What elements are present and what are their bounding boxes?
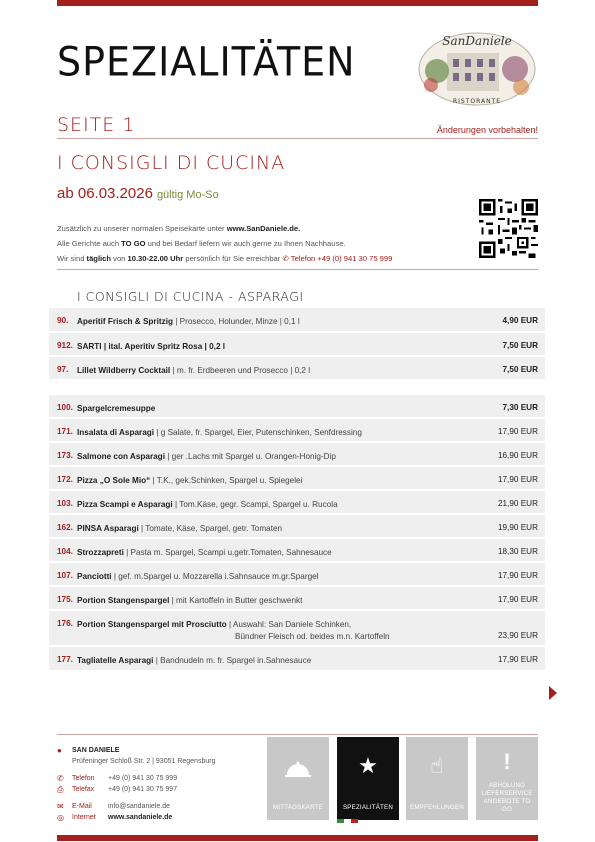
footer-email[interactable]: info@sandaniele.de: [108, 803, 170, 810]
change-notice: Änderungen vorbehalten!: [436, 125, 538, 135]
price: 4,90 EUR: [502, 316, 538, 325]
menu-section-title: I CONSIGLI DI CUCINA - ASPARAGI: [77, 289, 304, 304]
phone-icon: ✆: [282, 254, 289, 263]
menu-item[interactable]: 172. Pizza „O Sole Mio“ | T.K., gek.Schinken, Spargel u. Spiegelei 17,90 EUR: [49, 467, 545, 491]
menu-item[interactable]: 90. Aperitif Frisch & Spritzig | Prosecco, Holunder, Minze | 0,1 l 4,90 EUR: [49, 308, 545, 333]
email-icon: ✉: [57, 802, 64, 811]
star-icon: ★: [358, 753, 378, 778]
menu-item[interactable]: 176. Portion Stangenspargel mit Prosciutto | Auswahl: San Daniele Schinken, Bündner Fleisch od. beides m.n. Kartoffeln 23,90 EUR: [49, 611, 545, 647]
price: 16,90 EUR: [497, 451, 538, 460]
menu-item[interactable]: 107. Panciotti | gef. m.Spargel u. Mozzarella i.Sahnsauce m.gr.Spargel 17,90 EUR: [49, 563, 545, 587]
phone-icon: ✆: [57, 774, 64, 783]
price: 17,90 EUR: [497, 655, 538, 664]
price: 17,90 EUR: [497, 571, 538, 580]
restaurant-name: SAN DANIELE: [72, 747, 120, 754]
divider: [57, 138, 538, 139]
top-bar: [57, 0, 538, 6]
menu-item[interactable]: 103. Pizza Scampi e Asparagi | Tom.Käse, gegr. Scampi, Spargel u. Rucola 21,90 EUR: [49, 491, 545, 515]
footer-fax: +49 (0) 941 30 75 997: [108, 786, 178, 793]
tile-empfehlungen[interactable]: ☝ EMPFEHLUNGEN: [406, 737, 468, 820]
menu-item[interactable]: 912. SARTI | ital. Aperitiv Spritz Rosa | 0,2 l 7,50 EUR: [49, 333, 545, 357]
footer-phone[interactable]: +49 (0) 941 30 75 999: [108, 775, 178, 782]
menu-item[interactable]: 97. Lillet Wildberry Cocktail | m. fr. Erdbeeren und Prosecco | 0,2 l 7,50 EUR: [49, 357, 545, 381]
date-text: ab 06.03.2026: [57, 185, 153, 202]
price: 18,30 EUR: [497, 547, 538, 556]
intro-text: Zusätzlich zu unserer normalen Speisekarte unter www.SanDaniele.de. Alle Gerichte auch TO GO und bei Bedarf liefern wir auch gerne zu Ihnen Nachhause. Wir sind täglich von 10.30-22.00 Uhr persönlich für Sie erreichbar ✆ Telefon +49 (0) 941 30 75 999: [57, 224, 393, 263]
price: 7,30 EUR: [502, 403, 538, 412]
menu-item[interactable]: 171. Insalata di Asparagi | g Salate, fr. Spargel, Eier, Putenschinken, Senfdressing 17,90 EUR: [49, 419, 545, 443]
address: Prüfeninger Schloß Str. 2 | 93051 Regensburg: [72, 758, 216, 765]
menu-item[interactable]: 162. PINSA Asparagi | Tomate, Käse, Spargel, getr. Tomaten 19,90 EUR: [49, 515, 545, 539]
qr-code[interactable]: [479, 199, 538, 258]
price: 7,50 EUR: [502, 341, 538, 350]
thumbs-up-icon: ☝: [430, 753, 444, 778]
globe-icon: ◎: [57, 813, 64, 822]
bottom-bar: [57, 835, 538, 841]
price: 21,90 EUR: [497, 499, 538, 508]
footer-web[interactable]: www.sandaniele.de: [108, 814, 173, 821]
dishes-table: [49, 395, 545, 672]
menu-item[interactable]: 100. Spargelcremesuppe 7,30 EUR: [49, 395, 545, 419]
section-heading: I CONSIGLI DI CUCINA: [57, 152, 286, 174]
price: 17,90 EUR: [497, 475, 538, 484]
footer-divider: [57, 734, 538, 735]
next-page-arrow-icon[interactable]: [549, 686, 557, 700]
menu-item[interactable]: 175. Portion Stangenspargel | mit Kartoffeln in Butter geschwenkt 17,90 EUR: [49, 587, 545, 611]
tile-spezialitaeten[interactable]: ★ SPEZIALITÄTEN: [337, 737, 399, 820]
page-title: SPEZIALITÄTEN: [57, 38, 356, 86]
tile-mittagskarte[interactable]: MITTAGSKARTE: [267, 737, 329, 820]
footer-contact: ● SAN DANIELE Prüfeninger Schloß Str. 2 | 93051 Regensburg ✆ Telefon +49 (0) 941 30 75 999 ⎙ Telefax +49 (0) 941 30 75 997 ✉ E-Mail info@sandaniele.de ◎ Internet www.sandaniele.de: [57, 746, 216, 822]
logo-subtext: RISTORANTE: [452, 98, 502, 105]
fax-icon: ⎙: [57, 785, 64, 794]
valid-days: gültig Mo-So: [156, 189, 219, 201]
italian-flag: [337, 819, 358, 823]
price: 23,90 EUR: [497, 631, 538, 640]
restaurant-logo[interactable]: [417, 29, 538, 107]
tile-abholung[interactable]: ! ABHOLUNG LIEFERSERVICE ANGEBOTE TO GO: [476, 737, 538, 820]
logo-text: SanDaniele: [442, 34, 512, 48]
menu-item[interactable]: 104. Strozzapreti | Pasta m. Spargel, Scampi u.getr.Tomaten, Sahnesauce 18,30 EUR: [49, 539, 545, 563]
price: 7,50 EUR: [502, 365, 538, 374]
website-link[interactable]: www.SanDaniele.de.: [226, 224, 301, 233]
valid-date: [57, 185, 219, 202]
divider: [57, 269, 538, 270]
menu-item[interactable]: 177. Tagliatelle Asparagi | Bandnudeln m. fr. Spargel in.Sahnesauce 17,90 EUR: [49, 647, 545, 672]
cloche-icon: [283, 759, 313, 779]
location-pin-icon: ●: [57, 746, 62, 755]
price: 17,90 EUR: [497, 595, 538, 604]
nav-tiles: [267, 737, 538, 820]
menu-item[interactable]: 173. Salmone con Asparagi | ger .Lachs mit Spargel u. Orangen-Honig-Dip 16,90 EUR: [49, 443, 545, 467]
drinks-table: [49, 308, 545, 381]
price: 19,90 EUR: [497, 523, 538, 532]
exclamation-icon: !: [503, 749, 511, 774]
phone-link[interactable]: Telefon +49 (0) 941 30 75 999: [290, 254, 393, 263]
price: 17,90 EUR: [497, 427, 538, 436]
page-label: SEITE 1: [57, 114, 136, 136]
